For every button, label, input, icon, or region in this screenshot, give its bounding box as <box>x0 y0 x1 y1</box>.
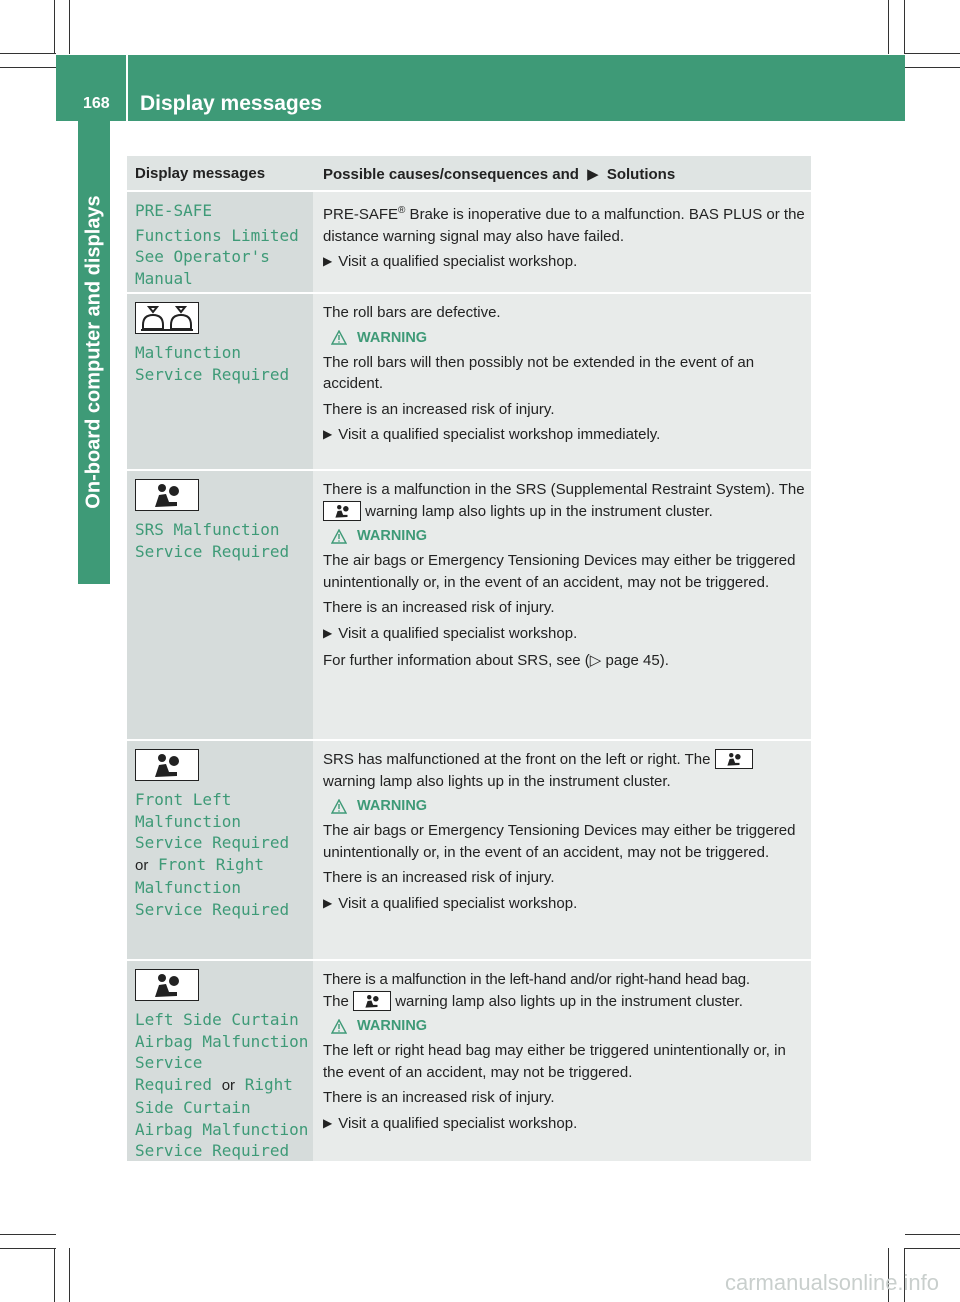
message-cell <box>127 192 313 292</box>
airbag-icon <box>135 969 199 1001</box>
cause-text: The roll bars are defective. <box>323 304 501 321</box>
message-line: Required or Right <box>135 1075 293 1095</box>
solution-cell <box>313 294 811 469</box>
message-line: Malfunction <box>135 877 241 897</box>
message-line: Service Required <box>135 541 290 561</box>
chapter-tab-label-wrap <box>78 121 110 584</box>
warning-text: The air bags or Emergency Tensioning Devices may either be triggered unintentionally or, in the event of an accident, may not be triggered. <box>323 552 796 591</box>
solution-step: ▶ Visit a qualified specialist workshop immediately. <box>323 424 805 446</box>
warning-text: There is an increased risk of injury. <box>323 1089 555 1106</box>
warning-text: There is an increased risk of injury. <box>323 400 555 418</box>
warning-heading: WARNING <box>331 1018 805 1034</box>
crop-mark <box>905 1248 960 1249</box>
cause-text: There is a malfunction in the SRS (Supplemental Restraint System). The warning lamp also lights up in the instrument cluster. <box>323 481 805 520</box>
message-line: Manual <box>135 269 193 289</box>
table-row <box>127 471 811 741</box>
crop-mark <box>905 67 960 68</box>
table-row <box>127 294 811 471</box>
message-line: Malfunction <box>135 343 241 362</box>
message-line: Service <box>135 1053 203 1073</box>
table-header <box>127 156 811 192</box>
crop-mark <box>54 1248 55 1302</box>
message-line: SRS Malfunction <box>135 520 280 539</box>
message-cell <box>127 294 313 469</box>
cause-text: PRE-SAFE® Brake is inoperative due to a malfunction. BAS PLUS or the distance warning signal may also have failed. <box>323 205 805 245</box>
message-line: Service Required <box>135 364 290 384</box>
solution-step: ▶ Visit a qualified specialist workshop. <box>323 251 805 273</box>
watermark: carmanualsonline.info <box>725 1270 940 1295</box>
step-arrow-icon: ▶ <box>323 625 333 640</box>
warning-heading: WARNING <box>331 528 805 544</box>
airbag-icon <box>323 501 361 521</box>
crop-mark <box>69 0 70 54</box>
message-line: or Front Right <box>135 855 264 875</box>
col-header-solutions <box>313 156 811 190</box>
crop-mark <box>54 0 55 54</box>
message-line: Left Side Curtain <box>135 1010 299 1029</box>
display-messages-table <box>127 156 811 1163</box>
cause-text: There is a malfunction in the left-hand and/or right-hand head bag. <box>323 971 750 988</box>
airbag-icon <box>135 749 199 781</box>
table-row <box>127 741 811 961</box>
message-line: Malfunction <box>135 811 241 831</box>
warning-text: The left or right head bag may either be triggered unintentionally or, in the event of an accident, may not be triggered. <box>323 1042 786 1081</box>
solution-cell <box>313 471 811 739</box>
airbag-icon <box>715 749 753 769</box>
header-divider <box>126 55 128 121</box>
message-cell <box>127 741 313 959</box>
roll-bar-icon <box>135 302 199 334</box>
crop-mark <box>69 1248 70 1302</box>
message-cell <box>127 471 313 739</box>
page-number: 168 <box>83 95 110 112</box>
cause-text: SRS has malfunctioned at the front on the left or right. The warning lamp also lights up in the instrument cluster. <box>323 749 805 792</box>
message-line: Airbag Malfunction <box>135 1119 309 1139</box>
warning-triangle-icon <box>331 1019 347 1034</box>
table-row <box>127 961 811 1163</box>
warning-text: There is an increased risk of injury. <box>323 599 555 616</box>
display-message <box>135 342 309 385</box>
warning-triangle-icon <box>331 529 347 544</box>
warning-text: The air bags or Emergency Tensioning Devices may either be triggered unintentionally or, in the event of an accident, may not be triggered. <box>323 822 796 861</box>
display-message <box>135 789 309 920</box>
message-line: Front Left <box>135 790 232 809</box>
crop-mark <box>0 1234 56 1235</box>
crop-mark <box>904 0 905 54</box>
crop-mark <box>0 67 56 68</box>
chapter-tab-label: On-board computer and displays <box>82 195 105 509</box>
page-title: Display messages <box>140 92 323 115</box>
warning-text: The roll bars will then possibly not be extended in the event of an accident. <box>323 353 755 392</box>
message-line: Side Curtain <box>135 1097 251 1117</box>
solution-cell <box>313 192 811 292</box>
message-line: Service Required <box>135 1141 290 1161</box>
airbag-icon <box>135 479 199 511</box>
solution-step: ▶ Visit a qualified specialist workshop. <box>323 623 805 645</box>
display-message <box>135 519 309 562</box>
solution-cell <box>313 961 811 1161</box>
arrow-right-icon: ▶ <box>587 166 599 183</box>
message-line: Service Required <box>135 899 290 919</box>
warning-heading: WARNING <box>331 330 805 346</box>
col-header-solutions-text-end: Solutions <box>606 166 676 183</box>
airbag-icon <box>353 991 391 1011</box>
reference-text: For further information about SRS, see (▷ page 45). <box>323 652 669 669</box>
message-line: Service Required <box>135 833 290 853</box>
page-header <box>56 55 905 121</box>
display-message <box>135 1009 309 1162</box>
page-ref-arrow-icon: ▷ <box>589 652 602 669</box>
solution-step: ▶ Visit a qualified specialist workshop. <box>323 893 805 915</box>
step-arrow-icon: ▶ <box>323 427 333 441</box>
warning-triangle-icon <box>331 330 347 345</box>
table-row <box>127 192 811 294</box>
crop-mark <box>905 53 960 54</box>
crop-mark <box>888 0 889 54</box>
warning-triangle-icon <box>331 799 347 814</box>
display-message <box>135 200 309 290</box>
warning-heading: WARNING <box>331 798 805 814</box>
warning-text: There is an increased risk of injury. <box>323 869 555 886</box>
crop-mark <box>905 1234 960 1235</box>
solution-step: ▶ Visit a qualified specialist workshop. <box>323 1113 805 1135</box>
step-arrow-icon: ▶ <box>323 254 333 268</box>
col-header-messages: Display messages <box>135 165 266 182</box>
step-arrow-icon: ▶ <box>323 895 333 910</box>
cause-text: The warning lamp also lights up in the instrument cluster. <box>323 992 743 1010</box>
message-cell <box>127 961 313 1161</box>
crop-mark <box>0 53 56 54</box>
message-line: Functions Limited <box>135 225 299 245</box>
message-line: See Operator's <box>135 247 270 267</box>
solution-cell <box>313 741 811 959</box>
message-line: PRE-SAFE <box>135 201 213 220</box>
message-line: Airbag Malfunction <box>135 1031 309 1051</box>
col-header-solutions-text: Possible causes/consequences and <box>323 166 579 183</box>
step-arrow-icon: ▶ <box>323 1115 333 1130</box>
crop-mark <box>0 1248 56 1249</box>
